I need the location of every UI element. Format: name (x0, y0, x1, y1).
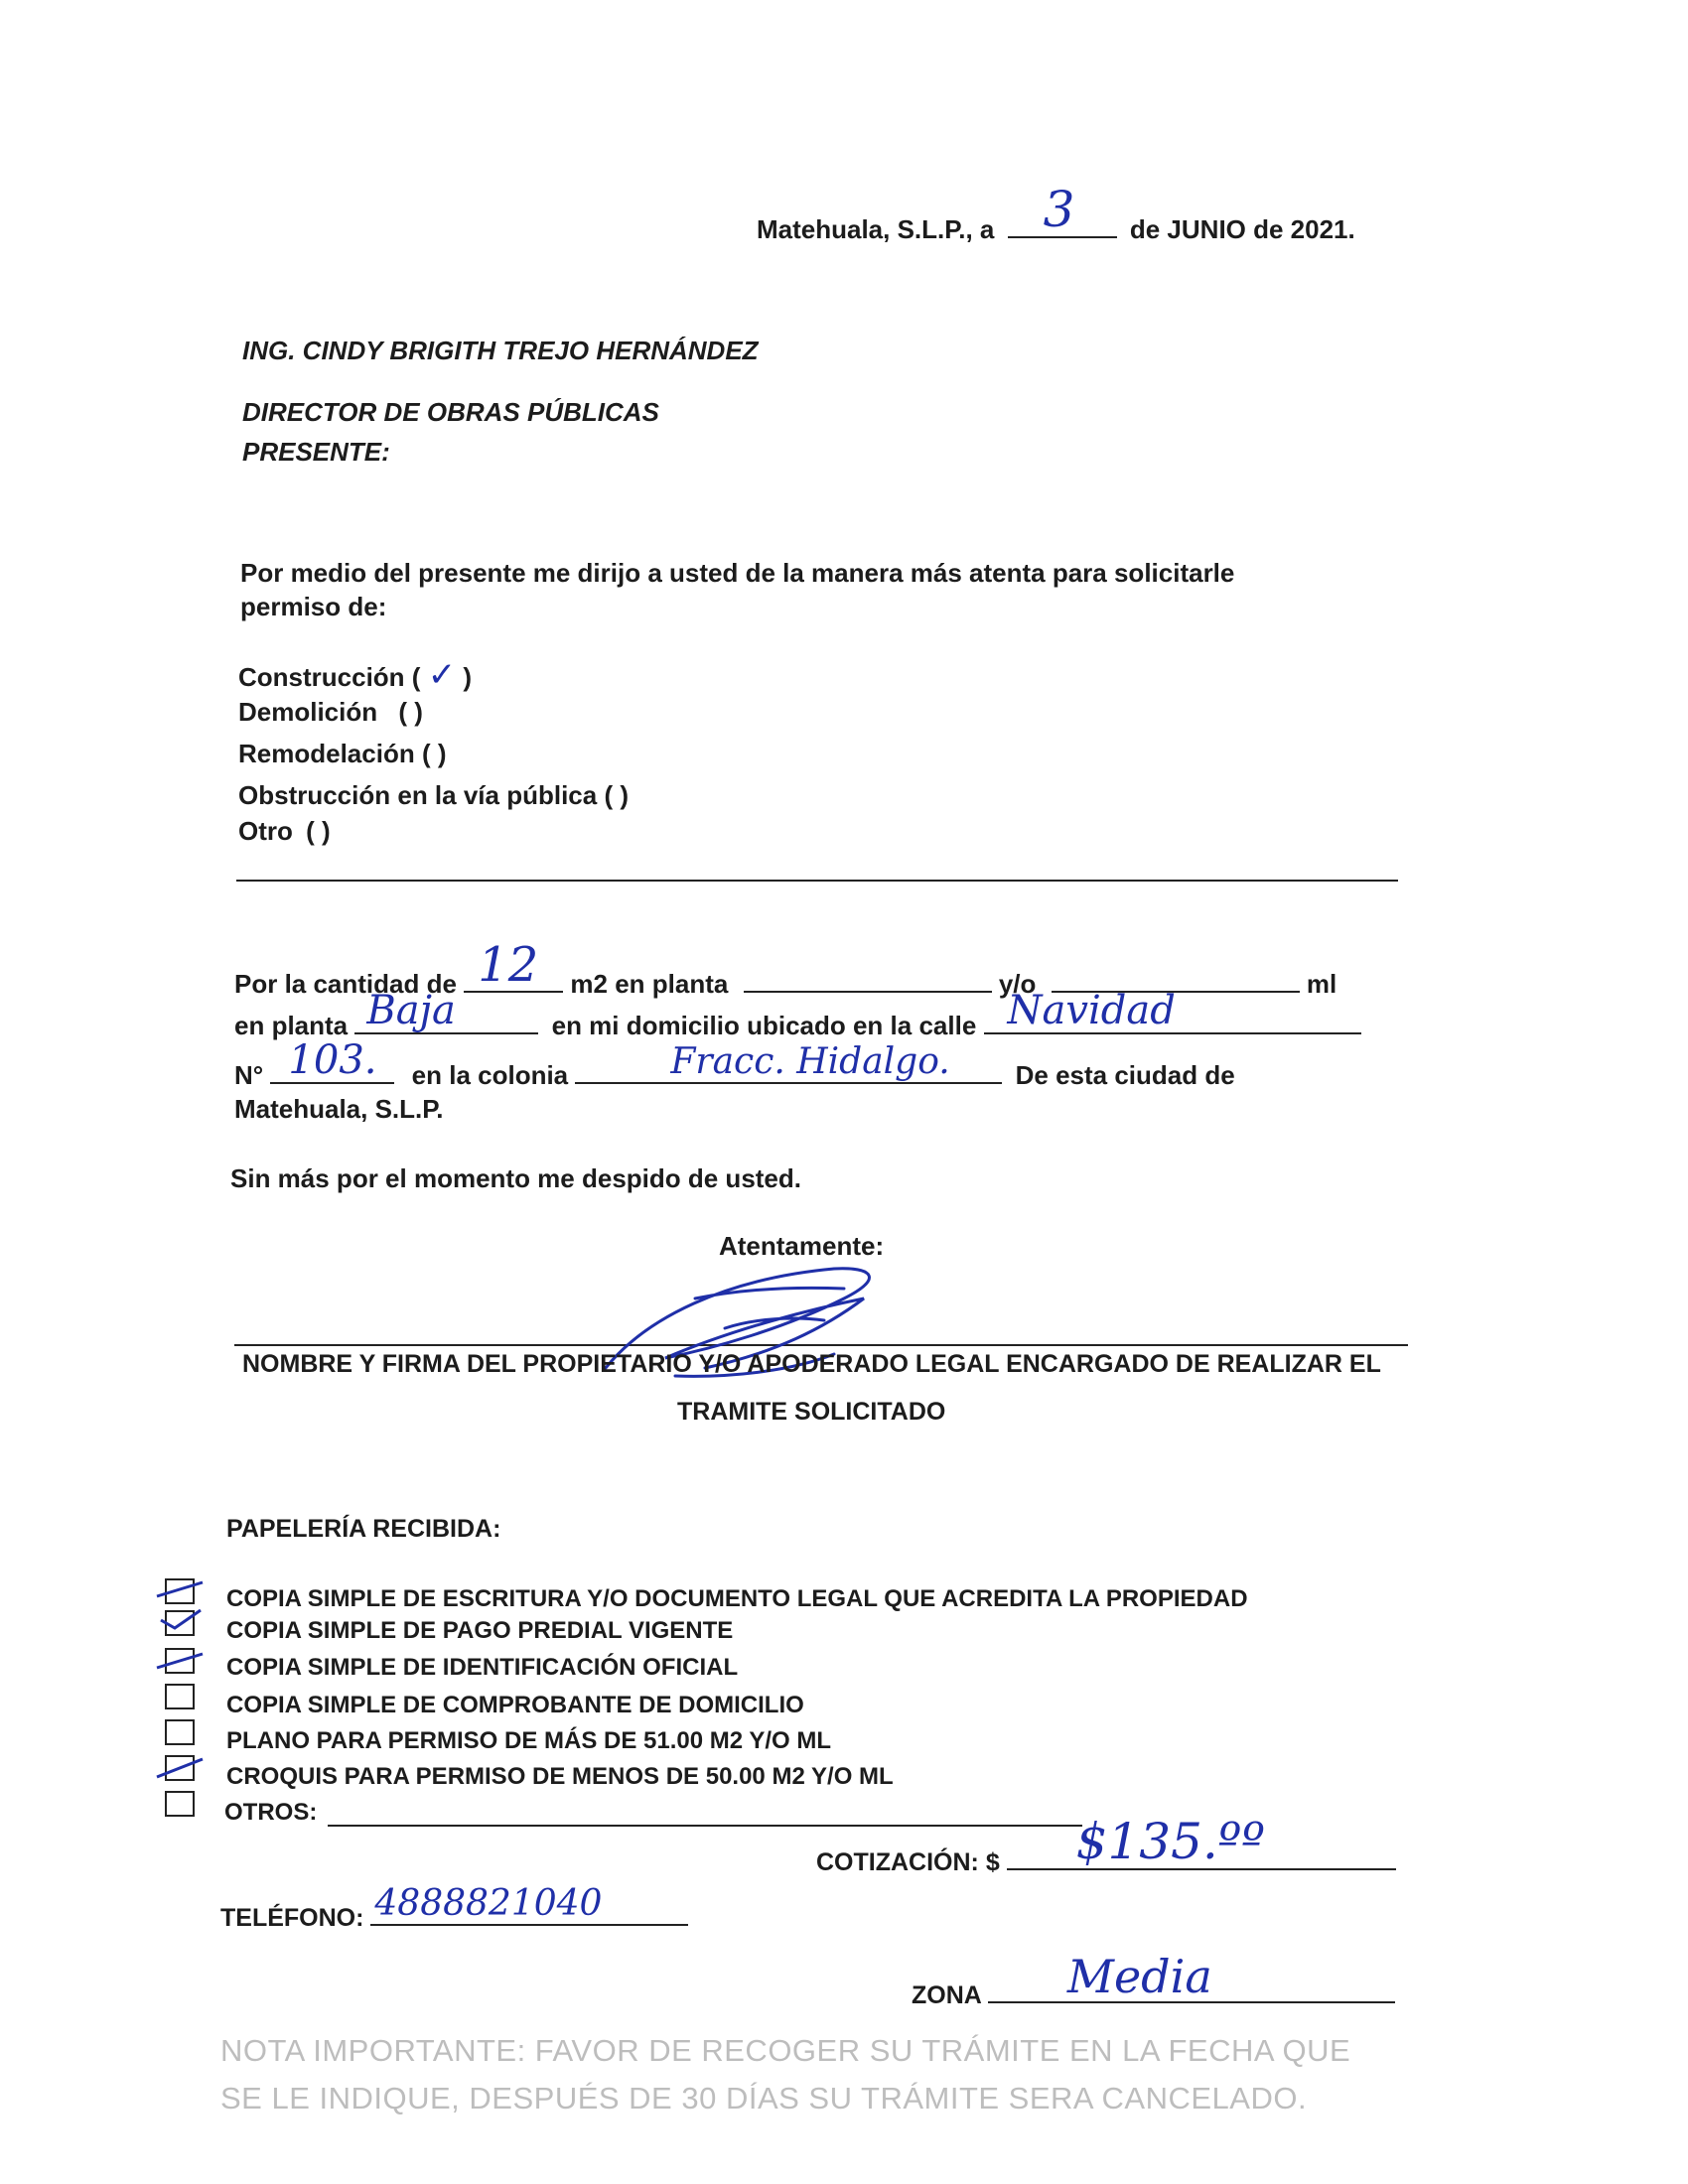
qty-unit: ml (1306, 969, 1337, 999)
phone-label: TELÉFONO: (220, 1904, 364, 1932)
otro-rule (236, 880, 1398, 882)
recipient-title: DIRECTOR DE OBRAS PÚBLICAS (242, 397, 659, 427)
doc-label-0: COPIA SIMPLE DE ESCRITURA Y/O DOCUMENTO LEGAL QUE ACREDITA LA PROPIEDAD (226, 1585, 1248, 1612)
permit-otro (238, 816, 331, 847)
day-value: 3 (1043, 181, 1075, 238)
otro-box: ( ) (306, 816, 331, 846)
phone-value: 4888821040 (374, 1883, 603, 1924)
intro-line-2: permiso de: (240, 592, 387, 621)
check-mark-icon (155, 1574, 205, 1608)
zone-line (912, 1950, 1395, 2010)
number-prefix: N° (234, 1060, 264, 1090)
phone-field (370, 1883, 688, 1926)
obstruccion-label: Obstrucción en la vía pública (238, 780, 598, 810)
qty-prefix: Por la cantidad de (234, 969, 457, 999)
important-note-line-1: NOTA IMPORTANTE: FAVOR DE RECOGER SU TRÁMITE EN LA FECHA QUE (220, 2033, 1351, 2068)
day-field (1008, 181, 1117, 238)
documents-heading: PAPELERÍA RECIBIDA: (226, 1515, 501, 1543)
permit-construccion (238, 655, 472, 695)
check-mark-icon (155, 1606, 205, 1640)
check-mark-icon (155, 1644, 205, 1678)
zone-label: ZONA (912, 1981, 981, 2009)
colonia-field (575, 1041, 1002, 1084)
street-field (984, 988, 1361, 1034)
signature-caption-1: NOMBRE Y FIRMA DEL PROPIETARIO Y/O APODERADO LEGAL ENCARGADO DE REALIZAR EL (242, 1350, 1381, 1378)
farewell-line: Sin más por el momento me despido de usted. (230, 1163, 801, 1193)
street-prefix: en mi domicilio ubicado en la calle (551, 1011, 977, 1040)
street-value: Navidad (1007, 988, 1176, 1033)
construccion-label: Construcción ( (238, 662, 421, 692)
number-colonia-line (234, 1037, 1235, 1091)
recipient-name: ING. CINDY BRIGITH TREJO HERNÁNDEZ (242, 336, 759, 365)
floor-prefix: en planta (234, 1011, 349, 1040)
recipient-salutation: PRESENTE: (242, 437, 390, 467)
doc-checkbox-1[interactable] (165, 1610, 195, 1636)
city-line: Matehuala, S.L.P. (234, 1094, 444, 1124)
city-suffix: De esta ciudad de (1015, 1060, 1235, 1090)
quote-label: COTIZACIÓN: $ (816, 1848, 1000, 1876)
doc-checkbox-5[interactable] (165, 1755, 195, 1781)
signature-caption-2: TRAMITE SOLICITADO (677, 1398, 946, 1426)
intro-line-1: Por medio del presente me dirijo a usted de la manera más atenta para solicitarle (240, 558, 1235, 588)
otro-label: Otro (238, 816, 293, 846)
doc-checkbox-0[interactable] (165, 1578, 195, 1604)
doc-checkbox-6[interactable] (165, 1791, 195, 1817)
remodelacion-box: ( ) (421, 739, 447, 768)
doc-checkbox-2[interactable] (165, 1648, 195, 1674)
doc-label-4: PLANO PARA PERMISO DE MÁS DE 51.00 M2 Y/O ML (226, 1727, 831, 1754)
phone-line (220, 1883, 688, 1933)
doc-label-2: COPIA SIMPLE DE IDENTIFICACIÓN OFICIAL (226, 1654, 739, 1681)
construccion-close: ) (463, 662, 473, 692)
floor-street-line (234, 988, 1361, 1041)
demolicion-label: Demolición (238, 697, 378, 727)
month-year-text: de JUNIO de 2021. (1129, 214, 1355, 244)
important-note-line-2: SE LE INDIQUE, DESPUÉS DE 30 DÍAS SU TRÁMITE SERA CANCELADO. (220, 2081, 1308, 2116)
quote-value: $135.ºº (1075, 1813, 1265, 1870)
zone-value: Media (1066, 1950, 1212, 2003)
qty-field (464, 937, 563, 993)
doc-checkbox-3[interactable] (165, 1684, 195, 1709)
quote-line (816, 1813, 1396, 1877)
floor-value: Baja (366, 988, 456, 1033)
colonia-value: Fracc. Hidalgo. (670, 1041, 950, 1082)
doc-checkbox-4[interactable] (165, 1719, 195, 1745)
number-value: 103. (288, 1037, 377, 1083)
regards-line: Atentamente: (719, 1231, 885, 1261)
permit-obstruccion (238, 780, 629, 811)
obstruccion-box: ( ) (604, 780, 629, 810)
demolicion-box: ( ) (398, 697, 423, 727)
qty-mid: m2 en planta (570, 969, 729, 999)
permit-remodelacion (238, 739, 447, 769)
doc-label-5: CROQUIS PARA PERMISO DE MENOS DE 50.00 M2 Y/O ML (226, 1763, 894, 1790)
quote-field (1007, 1813, 1396, 1870)
zone-field (988, 1950, 1395, 2003)
planta-m2-field (744, 961, 992, 993)
floor-field (354, 988, 538, 1034)
check-mark-icon (155, 1751, 205, 1785)
colonia-prefix: en la colonia (411, 1060, 569, 1090)
remodelacion-label: Remodelación (238, 739, 415, 768)
qty-or: y/o (998, 969, 1037, 999)
date-line (757, 181, 1355, 245)
permit-demolicion (238, 697, 423, 728)
doc-label-1: COPIA SIMPLE DE PAGO PREDIAL VIGENTE (226, 1617, 734, 1644)
construccion-mark: ✓ (427, 655, 457, 695)
doc-label-6: OTROS: (224, 1799, 318, 1826)
otros-rule (328, 1825, 1082, 1827)
place-text: Matehuala, S.L.P., a (757, 214, 995, 244)
qty-value: 12 (478, 937, 539, 993)
number-field (270, 1037, 394, 1084)
doc-label-3: COPIA SIMPLE DE COMPROBANTE DE DOMICILIO (226, 1692, 804, 1718)
